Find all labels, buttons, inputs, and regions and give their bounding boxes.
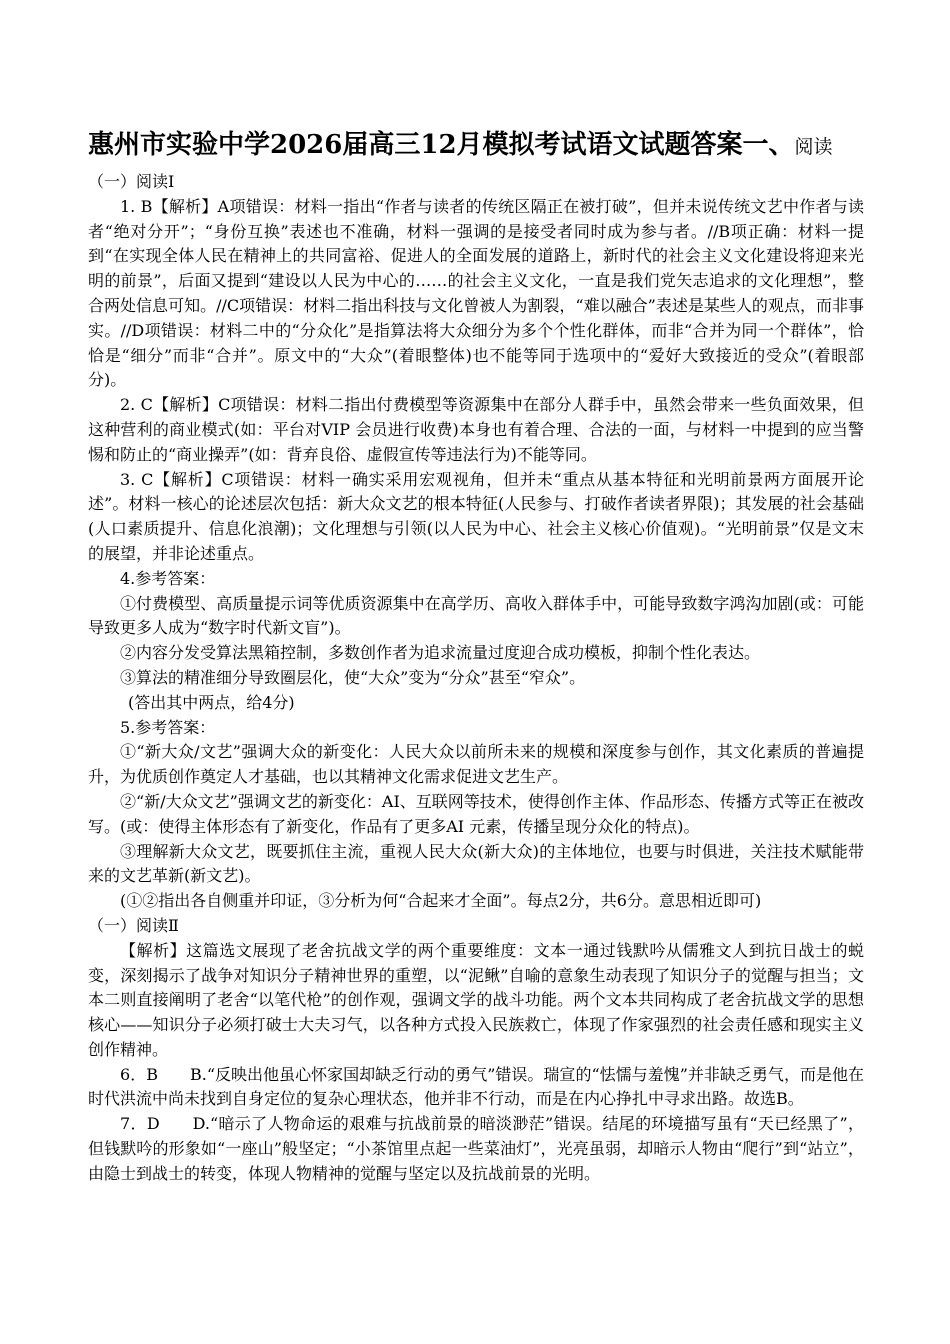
section-heading-reading1: （一）阅读Ⅰ xyxy=(88,172,175,191)
section-heading-reading2: （一）阅读Ⅱ xyxy=(88,915,179,935)
answer-q4-note: (答出其中两点，给4分) xyxy=(128,692,295,712)
answer-q2: 2. C【解析】C项错误：材料二指出付费模型等资源集中在部分人群手中，虽然会带来一些负面效果，但这种营利的商业模式(如：平台对VIP 会员进行收费)本身也有着合理、合法的一面，与材料一中提到的应当警惕和防止的“商业操弄”(如：背弃良俗、虚假宣传等违法行为)不能等同。 xyxy=(88,395,864,464)
answer-q4-item: ①付费模型、高质量提示词等优质资源集中在高学历、高收入群体手中，可能导致数字鸿沟加剧(或：可能导致更多人成为“数字时代新文盲”)。 xyxy=(88,593,864,638)
title-main: 惠州市实验中学2026届高三12月模拟考试语文试题答案一、 xyxy=(88,130,795,160)
answer-q5-note: (①②指出各自侧重并印证，③分析为何“合起来才全面”。每点2分，共6分。意思相近即可) xyxy=(120,891,762,911)
answer-q4-item: ③算法的精准细分导致圈层化，使“大众”变为“分众”甚至“窄众”。 xyxy=(120,667,586,687)
answer-q7: 7．D D.“暗示了人物命运的艰难与抗战前景的暗淡渺茫”错误。结尾的环境描写虽有“天已经黑了”，但钱默吟的形象如“一座山”般坚定；“小茶馆里点起一些菜油灯”，光亮虽弱，却暗示人物由“爬行”到“站立”，由隐士到战士的转变，体现人物精神的觉醒与坚定以及抗战前景的光明。 xyxy=(88,1114,864,1183)
answer-q4-label: 4.参考答案： xyxy=(120,568,216,588)
document-title xyxy=(88,130,868,162)
answer-q5-item: ①“新大众/文艺”强调大众的新变化：人民大众以前所未来的规模和深度参与创作，其文化素质的普遍提升，为优质创作奠定人才基础，也以其精神文化需求促进文艺生产。 xyxy=(88,742,864,787)
answer-q5-item: ③理解新大众文艺，既要抓住主流，重视人民大众(新大众)的主体地位，也要与时俱进，关注技术赋能带来的文艺革新(新文艺)。 xyxy=(88,841,864,886)
answer-q6: 6．B B.“反映出他虽心怀家国却缺乏行动的勇气”错误。瑞宣的“怯懦与羞愧”并非缺乏勇气，而是他在时代洪流中尚未找到自身定位的复杂心理状态，他并非不行动，而是在内心挣扎中寻求出路。故选B。 xyxy=(88,1064,864,1109)
answer-q3: 3. C【解析】C项错误：材料一确实采用宏观视角，但并未“重点从基本特征和光明前景两方面展开论述”。材料一核心的论述层次包括：新大众文艺的根本特征(人民参与、打破作者读者界限)；其发展的社会基础(人口素质提升、信息化浪潮)；文化理想与引领(以人民为中心、社会主义核心价值观)。“光明前景”仅是文末的展望，并非论述重点。 xyxy=(88,469,864,563)
answer-q4-item: ②内容分发受算法黑箱控制，多数创作者为追求流量过度迎合成功模板，抑制个性化表达。 xyxy=(120,643,761,663)
answer-q5-label: 5.参考答案： xyxy=(120,717,216,737)
title-suffix: 阅读 xyxy=(794,136,833,158)
answer-q1: 1. B【解析】A项错误：材料一指出“作者与读者的传统区隔正在被打破”，但并未说传统文艺中作者与读者“绝对分开”；“身份互换”表述也不准确，材料一强调的是接受者同时成为参与者。//B项正确：材料一提到“在实现全体人民在精神上的共同富裕、促进人的全面发展的道路上，新时代的社会主义文化建设将迎来光明的前景”，后面又提到“建设以人民为中心的……的社会主义文化，一直是我们党矢志追求的文化理想”，整合两处信息可知。//C项错误：材料二指出科技与文化曾被人为割裂，“难以融合”表述是某些人的观点，而非事实。//D项错误：材料二中的“分众化”是指算法将大众细分为多个个性化群体，而非“合并为同一个群体”，恰恰是“细分”而非“合并”。原文中的“大众”(着眼整体)也不能等同于选项中的“爱好大致接近的受众”(着眼部分)。 xyxy=(88,196,864,390)
document-body xyxy=(88,170,864,1187)
answer-q5-item: ②“新/大众文艺”强调文艺的新变化：AI、互联网等技术，使得创作主体、作品形态、传播方式等正在被改写。(或：使得主体形态有了新变化，作品有了更多AI 元素，传播呈现分众化的特点)。 xyxy=(88,791,864,836)
reading2-analysis: 【解析】这篇选文展现了老舍抗战文学的两个重要维度：文本一通过钱默吟从儒雅文人到抗日战士的蜕变，深刻揭示了战争对知识分子精神世界的重塑，以“泥鳅”自喻的意象生动表现了知识分子的觉醒与担当；文本二则直接阐明了老舍“以笔代枪”的创作观，强调文学的战斗功能。两个文本共同构成了老舍抗战文学的思想核心——知识分子必须打破士大夫习气，以各种方式投入民族救亡，体现了作家强烈的社会责任感和现实主义创作精神。 xyxy=(88,940,864,1059)
